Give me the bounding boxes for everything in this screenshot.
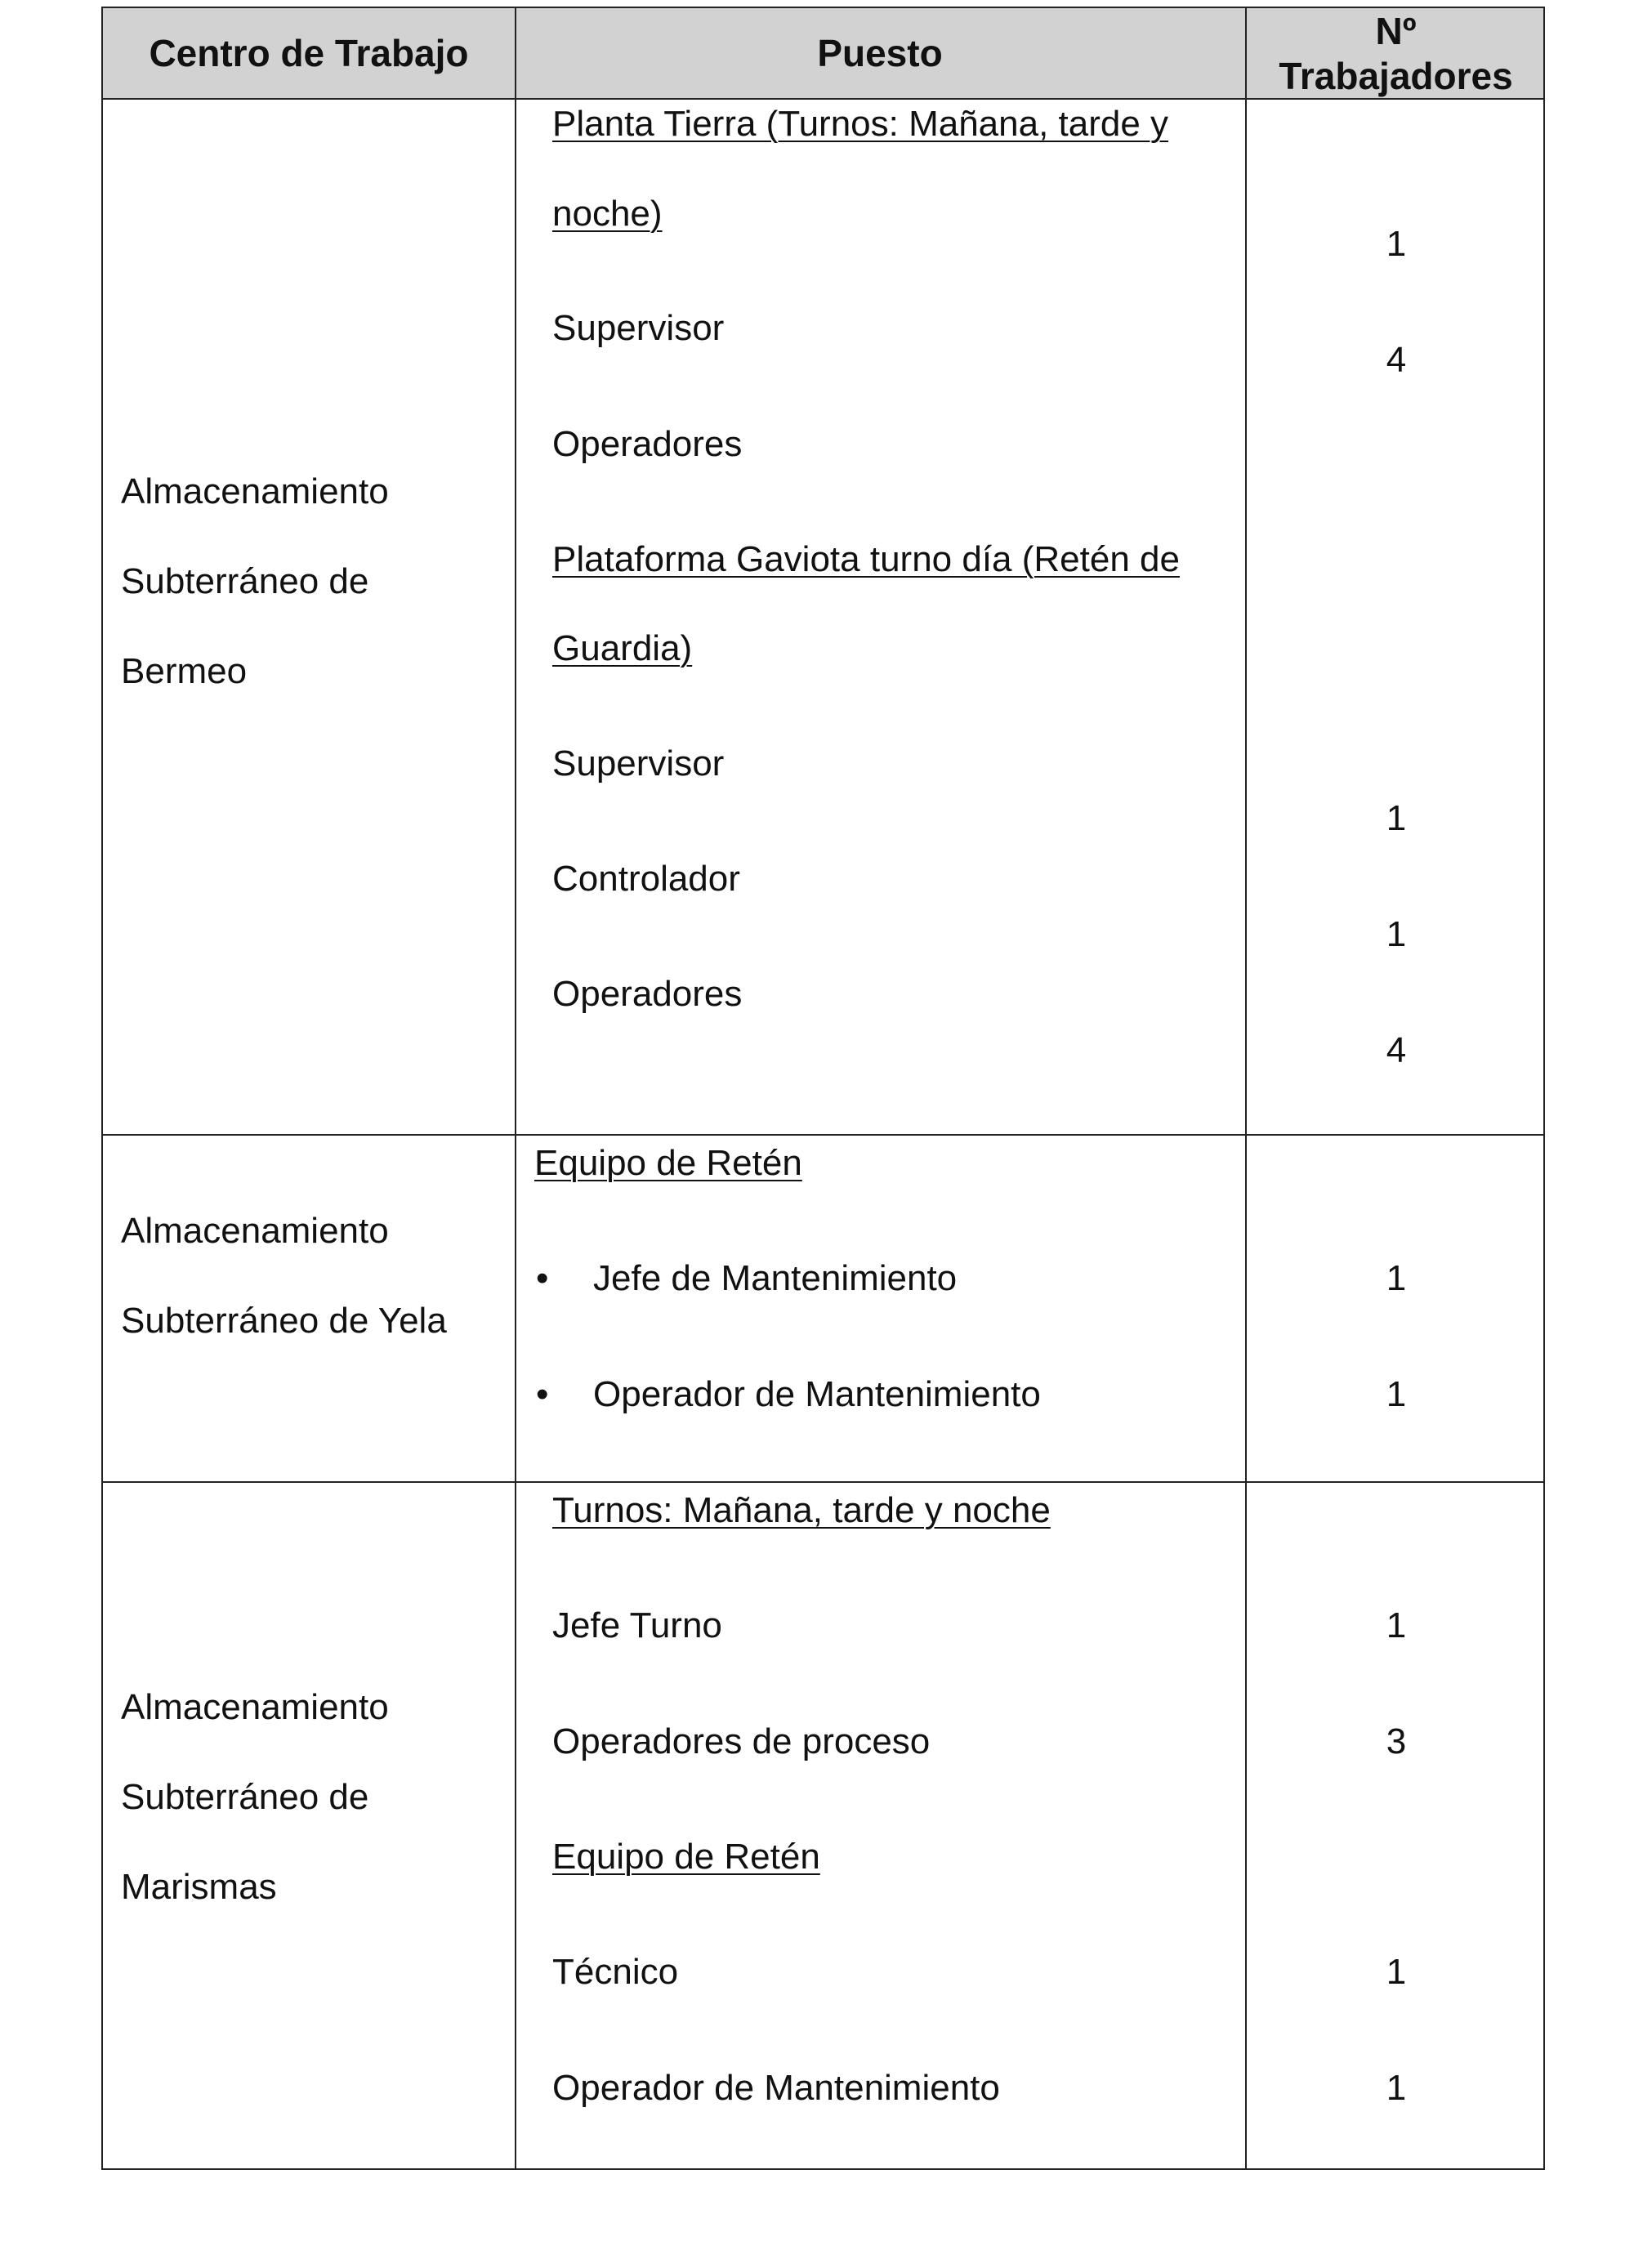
workers-table: [101, 7, 1545, 2170]
column-divider: [1245, 8, 1247, 2168]
puesto-item: Controlador: [552, 859, 740, 899]
row-divider: [103, 1134, 1543, 1136]
centro-bermeo-line1: Almacenamiento: [121, 471, 389, 511]
puesto-heading-plataforma-gaviota-line1: Plataforma Gaviota turno día (Retén de: [552, 539, 1180, 579]
puesto-heading-turnos: Turnos: Mañana, tarde y noche: [552, 1490, 1051, 1530]
puesto-item: Operador de Mantenimiento: [593, 1374, 1041, 1414]
puesto-heading-planta-tierra-line1: Planta Tierra (Turnos: Mañana, tarde y: [552, 104, 1169, 144]
header-puesto: Puesto: [817, 32, 943, 74]
bullet-icon: •: [536, 1374, 549, 1414]
row-divider: [103, 1481, 1543, 1483]
column-divider: [515, 8, 516, 2168]
centro-yela-line1: Almacenamiento: [121, 1211, 389, 1251]
worker-count: 1: [1386, 914, 1407, 954]
puesto-item: Operadores: [552, 424, 743, 464]
puesto-heading-equipo-reten: Equipo de Retén: [534, 1143, 802, 1183]
header-num-trabajadores-line1: Nº: [1375, 10, 1417, 52]
puesto-item: Jefe de Mantenimiento: [593, 1258, 958, 1298]
centro-bermeo-line2: Subterráneo de: [121, 561, 369, 601]
puesto-item: Operador de Mantenimiento: [552, 2068, 1000, 2108]
worker-count: 1: [1386, 1952, 1407, 1992]
worker-count: 1: [1386, 2068, 1407, 2108]
worker-count: 4: [1386, 1030, 1407, 1070]
worker-count: 3: [1386, 1721, 1407, 1761]
centro-marismas-line1: Almacenamiento: [121, 1687, 389, 1727]
header-centro-de-trabajo: Centro de Trabajo: [149, 32, 469, 74]
puesto-item: Jefe Turno: [552, 1605, 722, 1645]
centro-yela-line2: Subterráneo de Yela: [121, 1301, 447, 1341]
puesto-heading-equipo-reten: Equipo de Retén: [552, 1837, 820, 1877]
centro-bermeo-line3: Bermeo: [121, 651, 248, 691]
puesto-item: Operadores: [552, 974, 743, 1014]
puesto-item: Supervisor: [552, 743, 725, 784]
centro-marismas-line3: Marismas: [121, 1867, 277, 1907]
worker-count: 1: [1386, 1374, 1407, 1414]
worker-count: 1: [1386, 798, 1407, 838]
puesto-item: Técnico: [552, 1952, 679, 1992]
bullet-icon: •: [536, 1258, 549, 1298]
puesto-item: Operadores de proceso: [552, 1721, 931, 1761]
puesto-heading-plataforma-gaviota-line2: Guardia): [552, 628, 693, 668]
centro-marismas-line2: Subterráneo de: [121, 1777, 369, 1817]
worker-count: 1: [1386, 224, 1407, 264]
puesto-item: Supervisor: [552, 308, 725, 348]
puesto-heading-planta-tierra-line2: noche): [552, 194, 663, 234]
worker-count: 4: [1386, 340, 1407, 380]
worker-count: 1: [1386, 1605, 1407, 1645]
worker-count: 1: [1386, 1258, 1407, 1298]
header-num-trabajadores-line2: Trabajadores: [1279, 55, 1513, 97]
